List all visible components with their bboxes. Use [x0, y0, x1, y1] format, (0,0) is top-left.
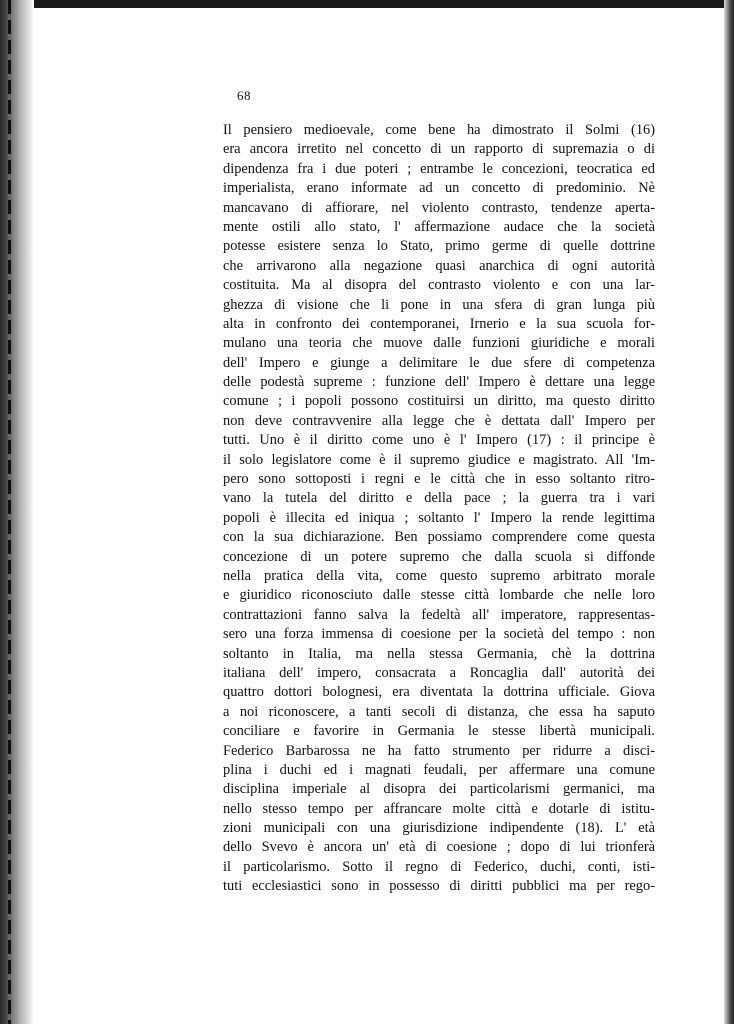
text-line: e giuridico riconosciuto dalle stesse città lombarde che nelle loro [223, 587, 655, 604]
text-line: zioni municipali con una giurisdizione indipendente (18). L' età [223, 820, 655, 837]
text-line: mancavano di affiorare, nel violento contrasto, tendenze aperta- [223, 199, 655, 216]
text-line: potesse esistere senza lo Stato, primo germe di quelle dottrine [223, 238, 655, 255]
text-line: dipendenza fra i due poteri ; entrambe le concezioni, teocratica ed [223, 160, 655, 177]
text-line: costituita. Ma al disopra del contrasto violento e con una lar- [223, 277, 655, 294]
text-line: popoli è illecita ed iniqua ; soltanto l' Impero la rende legittima [223, 509, 655, 526]
text-line: il particolarismo. Sotto il regno di Federico, duchi, conti, isti- [223, 858, 655, 875]
text-line: il solo legislatore come è il supremo giudice e magistrato. All 'Im- [223, 451, 655, 468]
text-line: conciliare e favorire in Germania le stesse libertà municipali. [223, 723, 655, 740]
text-line: vano la tutela del diritto e della pace ; la guerra tra i vari [223, 490, 655, 507]
text-line: comune ; i popoli possono costituirsi un diritto, ma questo diritto [223, 393, 655, 410]
body-paragraph [223, 121, 655, 897]
text-line: tutti. Uno è il diritto come uno è l' Impero (17) : il principe è [223, 432, 655, 449]
text-line: nella pratica della vita, come questo supremo arbitrato morale [223, 567, 655, 584]
text-line: sero una forza immensa di coesione per la società del tempo : non [223, 626, 655, 643]
text-line: plina i duchi ed i magnati feudali, per affermare una comune [223, 761, 655, 778]
scan-top-edge [0, 0, 734, 8]
text-line: mente ostili allo stato, l' affermazione audace che la società [223, 218, 655, 235]
text-line: imperialista, erano informate ad un concetto di predominio. Nè [223, 180, 655, 197]
text-line: alta in confronto dei contemporanei, Irnerio e la sua scuola for- [223, 315, 655, 332]
text-line: dello Svevo è ancora un' età di coesione ; dopo di lui trionferà [223, 839, 655, 856]
scan-binding-edge [0, 0, 34, 1024]
text-line: soltanto in Italia, ma nella stessa Germania, chè la dottrina [223, 645, 655, 662]
text-line: delle podestà supreme : funzione dell' Impero è dettare una legge [223, 374, 655, 391]
text-line: disciplina imperiale al disopra dei particolarismi germanici, ma [223, 781, 655, 798]
text-line: a noi riconoscere, a tanti secoli di distanza, che essa ha saputo [223, 703, 655, 720]
text-line: nello stesso tempo per affrancare molte città e dotarle di istitu- [223, 800, 655, 817]
page-number: 68 [237, 88, 251, 103]
scan-right-edge [724, 0, 734, 1024]
text-line: che arrivarono alla negazione quasi anarchica di ogni autorità [223, 257, 655, 274]
text-line: tuti ecclesiastici sono in possesso di diritti pubblici ma per rego- [223, 878, 655, 895]
text-line: ghezza di visione che li pone in una sfera di gran lunga più [223, 296, 655, 313]
text-line: dell' Impero e giunge a delimitare le due sfere di competenza [223, 354, 655, 371]
text-line: era ancora irretito nel concetto di un rapporto di supremazia o di [223, 141, 655, 158]
text-line: pero sono sottoposti i regni e le città che in esso soltanto ritro- [223, 471, 655, 488]
text-line: non deve contravvenire alla legge che è dettata dall' Impero per [223, 412, 655, 429]
text-line: concezione di un potere supremo che dalla scuola si diffonde [223, 548, 655, 565]
text-line: quattro dottori bolognesi, era diventata la dottrina ufficiale. Giova [223, 684, 655, 701]
text-line: Il pensiero medioevale, come bene ha dimostrato il Solmi (16) [223, 122, 655, 138]
text-line: Federico Barbarossa ne ha fatto strumento per ridurre a disci- [223, 742, 655, 759]
text-line: con la sua dichiarazione. Ben possiamo comprendere come questa [223, 529, 655, 546]
text-line: italiana dell' impero, consacrata a Roncaglia dall' autorità dei [223, 664, 655, 681]
text-line: contrattazioni fanno salva la fedeltà all' imperatore, rappresentas- [223, 606, 655, 623]
text-line: mulano una teoria che muove dalle funzioni giuridiche e morali [223, 335, 655, 352]
